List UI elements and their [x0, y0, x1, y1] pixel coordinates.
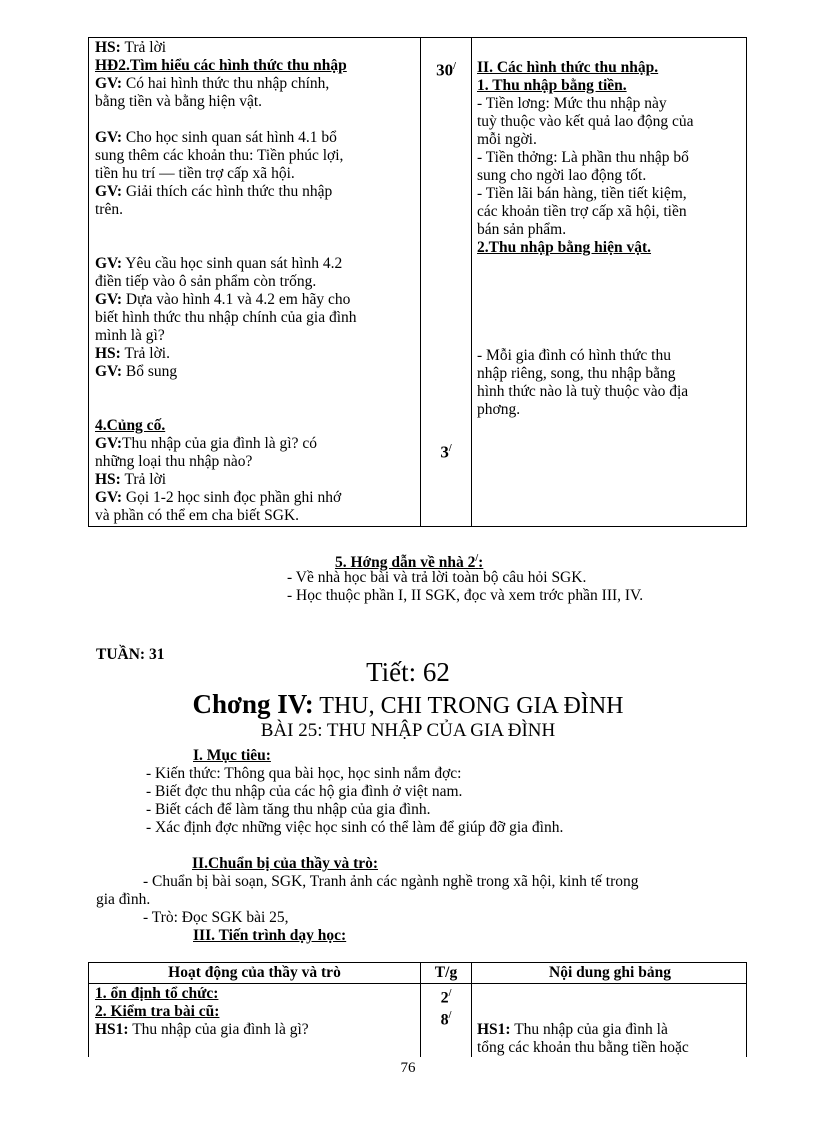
- line-text: sung cho ngời lao động tốt.: [477, 167, 647, 184]
- content-cell: [477, 1021, 743, 1057]
- lesson-number: Tiết: 62: [366, 657, 450, 687]
- speaker-label: GV:: [95, 291, 122, 308]
- text-line: [95, 309, 417, 327]
- line-text: Có hai hình thức thu nhập chính,: [122, 75, 330, 92]
- text-line: [95, 147, 417, 165]
- answer-line: HS1: Thu nhập của gia đình là: [477, 1021, 668, 1038]
- text-line: [95, 363, 417, 381]
- line-text: Yêu cầu học sinh quan sát hình 4.2: [122, 255, 343, 272]
- line-text: mình là gì?: [95, 327, 165, 344]
- line-text: và phần có thể em cha biết SGK.: [95, 507, 300, 524]
- answer-line: tổng các khoản thu bằng tiền hoặc: [477, 1039, 689, 1056]
- column-divider: [471, 38, 472, 526]
- speaker-label: GV:: [95, 363, 122, 380]
- content-column: [477, 59, 743, 419]
- spacer: [95, 219, 417, 255]
- section-heading: 4.Củng cố.: [95, 417, 166, 434]
- text-line: [477, 401, 743, 419]
- speaker-label: HS:: [95, 471, 121, 488]
- text-line: [477, 113, 743, 131]
- line-text: những loại thu nhập nào?: [95, 453, 253, 470]
- text-line: [95, 471, 417, 489]
- speaker-label: HS:: [95, 345, 121, 362]
- line-text: - Mỗi gia đình có hình thức thu: [477, 347, 671, 364]
- section-heading: 2.Thu nhập bằng hiện vật.: [477, 239, 652, 256]
- column-header: T/g: [434, 964, 458, 981]
- text-line: [95, 129, 417, 147]
- line-text: Thu nhập của gia đình là gì? có: [122, 435, 317, 452]
- objective-item: - Xác định đợc những việc học sinh có thể làm để giúp đỡ gia đình.: [146, 819, 564, 836]
- activities-column: [95, 39, 417, 525]
- speaker-label: GV:: [95, 435, 122, 452]
- column-header: Hoạt động của thầy và trò: [168, 964, 341, 981]
- line-text: bán sản phẩm.: [477, 221, 567, 238]
- text-line: [477, 347, 743, 365]
- text-line: [477, 365, 743, 383]
- text-line: [95, 453, 417, 471]
- line-text: Bổ sung: [122, 363, 178, 380]
- activities-cell: [95, 985, 417, 1039]
- line-text: trên.: [95, 201, 123, 218]
- line-text: Trả lời: [120, 39, 167, 56]
- spacer: [477, 257, 743, 347]
- question-line: HS1: Thu nhập của gia đình là gì?: [95, 1021, 309, 1038]
- week-label: TUẦN: 31: [96, 646, 165, 663]
- text-line: [95, 201, 417, 219]
- lesson-process-table: [88, 962, 747, 1057]
- text-line: [477, 221, 743, 239]
- header-divider: [89, 983, 746, 984]
- page-number: 76: [400, 1060, 416, 1076]
- line-text: Trả lời.: [120, 345, 170, 362]
- lesson-title: BÀI 25: THU NHẬP CỦA GIA ĐÌNH: [260, 720, 556, 741]
- section-heading: II. Các hình thức thu nhập.: [477, 59, 659, 76]
- line-text: - Tiền lơng: Mức thu nhập này: [477, 95, 667, 112]
- line-text: điền tiếp vào ô sản phẩm còn trống.: [95, 273, 317, 290]
- chapter-title: Chơng IV: THU, CHI TRONG GIA ĐÌNH: [192, 689, 624, 719]
- objectives-title: I. Mục tiêu:: [193, 747, 271, 764]
- text-line: [477, 185, 743, 203]
- text-line: [95, 435, 417, 453]
- line-text: tiền hu trí — tiền trợ cấp xã hội.: [95, 165, 295, 182]
- section-heading: HĐ2.Tìm hiểu các hình thức thu nhập: [95, 57, 347, 74]
- line-text: sung thêm các khoản thu: Tiền phúc lợi,: [95, 147, 344, 164]
- preparation-title: II.Chuẩn bị của thầy và trò:: [192, 855, 379, 872]
- text-line: [95, 255, 417, 273]
- lesson-table-continued: [88, 37, 747, 527]
- line-text: Giải thích các hình thức thu nhập: [122, 183, 333, 200]
- text-line: [95, 39, 417, 57]
- homework-item: - Về nhà học bài và trả lời toàn bộ câu hỏi SGK.: [287, 569, 587, 586]
- spacer: [95, 381, 417, 417]
- preparation-line: - Trò: Đọc SGK bài 25,: [143, 909, 289, 926]
- objective-item: - Kiến thức: Thông qua bài học, học sinh nắm đợc:: [146, 765, 462, 782]
- speaker-label: GV:: [95, 255, 122, 272]
- speaker-label: GV:: [95, 75, 122, 92]
- text-line: [95, 75, 417, 93]
- text-line: [95, 291, 417, 309]
- text-line: [95, 273, 417, 291]
- section-heading: 1. Thu nhập bằng tiền.: [477, 77, 627, 94]
- time-cell: 3/: [440, 442, 452, 462]
- text-line: [477, 131, 743, 149]
- objective-item: - Biết cách để làm tăng thu nhập của gia đình.: [146, 801, 431, 818]
- time-cell: 2/ 8/: [440, 988, 452, 1029]
- step-heading: 1. ổn định tổ chức:: [95, 985, 219, 1002]
- text-line: [477, 203, 743, 221]
- text-line: [477, 149, 743, 167]
- text-line: [95, 93, 417, 111]
- line-text: tuỳ thuộc vào kết quả lao động của: [477, 113, 694, 130]
- text-line: [95, 327, 417, 345]
- preparation-line: gia đình.: [96, 891, 151, 908]
- text-line: [95, 507, 417, 525]
- line-text: Gọi 1-2 học sinh đọc phần ghi nhớ: [122, 489, 342, 506]
- line-text: mỗi ngời.: [477, 131, 537, 148]
- line-text: hình thức nào là tuỳ thuộc vào địa: [477, 383, 689, 400]
- text-line: [477, 383, 743, 401]
- line-text: biết hình thức thu nhập chính của gia đình: [95, 309, 357, 326]
- spacer: [95, 111, 417, 129]
- text-line: [95, 183, 417, 201]
- speaker-label: GV:: [95, 489, 122, 506]
- speaker-label: HS:: [95, 39, 121, 56]
- line-text: nhập riêng, song, thu nhập bằng: [477, 365, 676, 382]
- text-line: [95, 489, 417, 507]
- text-line: [95, 345, 417, 363]
- homework-title: 5. Hớng dẫn về nhà 2/:: [335, 553, 484, 572]
- column-header: Nội dung ghi bảng: [549, 964, 671, 981]
- process-title: III. Tiến trình dạy học:: [193, 927, 347, 944]
- speaker-label: GV:: [95, 129, 122, 146]
- line-text: - Tiền lãi bán hàng, tiền tiết kiệm,: [477, 185, 687, 202]
- preparation-line: - Chuẩn bị bài soạn, SGK, Tranh ảnh các ngành nghề trong xã hội, kinh tế trong: [143, 873, 639, 890]
- text-line: [95, 165, 417, 183]
- line-text: Cho học sinh quan sát hình 4.1 bổ: [122, 129, 337, 146]
- text-line: [477, 167, 743, 185]
- text-line: [477, 95, 743, 113]
- line-text: Trả lời: [120, 471, 167, 488]
- step-heading: 2. Kiểm tra bài cũ:: [95, 1003, 220, 1020]
- line-text: - Tiền thởng: Là phần thu nhập bổ: [477, 149, 689, 166]
- line-text: phơng.: [477, 401, 521, 418]
- line-text: bằng tiền và bằng hiện vật.: [95, 93, 263, 110]
- homework-item: - Học thuộc phần I, II SGK, đọc và xem trớc phần III, IV.: [287, 587, 644, 604]
- objective-item: - Biết đợc thu nhập của các hộ gia đình ở việt nam.: [146, 783, 463, 800]
- line-text: Dựa vào hình 4.1 và 4.2 em hãy cho: [122, 291, 351, 308]
- line-text: các khoản tiền trợ cấp xã hội, tiền: [477, 203, 687, 220]
- speaker-label: GV:: [95, 183, 122, 200]
- time-cell: 30/: [436, 60, 456, 80]
